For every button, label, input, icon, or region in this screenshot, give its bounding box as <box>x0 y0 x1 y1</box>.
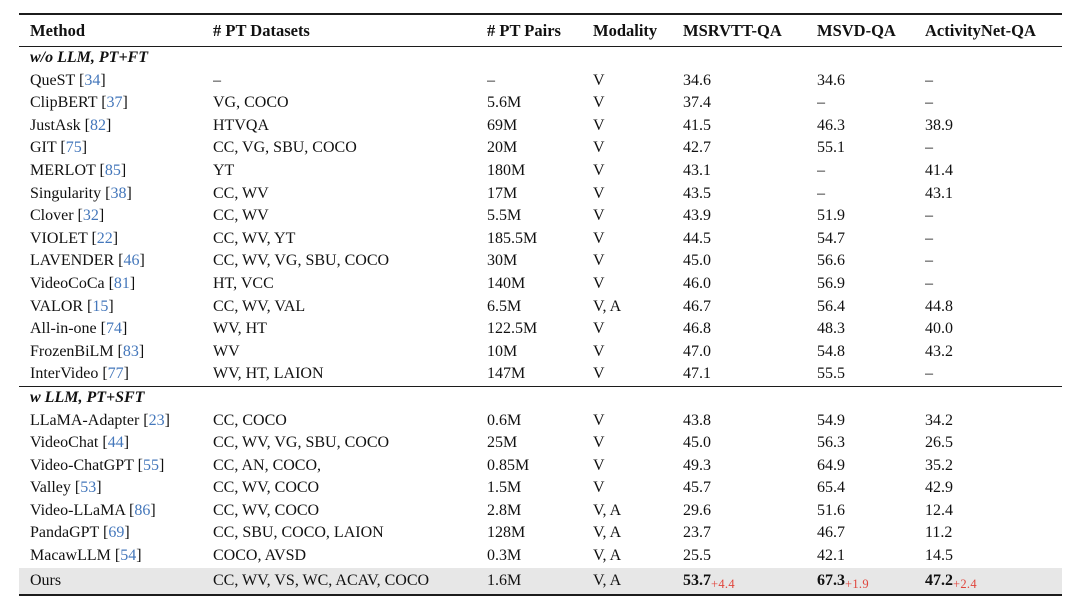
method-cell: MacawLLM [54] <box>30 547 142 565</box>
citation-link[interactable]: 15 <box>92 297 109 315</box>
msrvtt-qa-cell <box>683 568 817 595</box>
activitynet-qa-cell: 12.4 <box>925 501 953 519</box>
column-header-msrvtt-qa: MSRVTT-QA <box>683 20 782 40</box>
table-row <box>19 205 1062 228</box>
msvd-qa-cell: 54.7 <box>817 229 845 247</box>
msvd-qa-cell: 51.9 <box>817 207 845 225</box>
msrvtt-qa-cell: 43.1 <box>683 161 711 179</box>
msvd-qa-cell: 54.9 <box>817 411 845 429</box>
msrvtt-qa-cell: 43.5 <box>683 184 711 202</box>
header-row <box>19 14 1062 47</box>
msrvtt-qa-cell: 43.8 <box>683 411 711 429</box>
method-cell: VideoCoCa [81] <box>30 274 136 292</box>
modality-cell: V <box>593 411 605 429</box>
msrvtt-qa-cell: 44.5 <box>683 229 711 247</box>
modality-cell: V <box>593 94 605 112</box>
pairs-cell: 180M <box>487 161 526 179</box>
citation-link[interactable]: 46 <box>123 252 140 270</box>
activitynet-qa-cell: 35.2 <box>925 456 953 474</box>
table-row <box>19 296 1062 319</box>
modality-cell: V <box>593 207 605 225</box>
msvd-qa-cell: 48.3 <box>817 320 845 338</box>
pairs-cell: 0.6M <box>487 411 522 429</box>
method-cell: Video-ChatGPT [55] <box>30 456 165 474</box>
pairs-cell: 1.6M <box>487 572 522 590</box>
msvd-qa-cell: 56.4 <box>817 297 845 315</box>
column-header-modality: Modality <box>593 20 658 40</box>
msvd-qa-cell: 56.6 <box>817 252 845 270</box>
modality-cell: V, A <box>593 572 622 590</box>
activitynet-qa-cell: 41.4 <box>925 161 953 179</box>
datasets-cell: CC, COCO <box>213 411 287 429</box>
citation-link[interactable]: 22 <box>96 229 113 247</box>
activitynet-qa-cell: – <box>925 207 933 225</box>
method-cell: InterVideo [77] <box>30 365 129 383</box>
method-cell: Video-LLaMA [86] <box>30 501 156 519</box>
citation-link[interactable]: 75 <box>65 139 82 157</box>
method-cell: LLaMA-Adapter [23] <box>30 411 170 429</box>
activitynet-qa-cell: – <box>925 229 933 247</box>
table-row <box>19 432 1062 455</box>
method-cell: Singularity [38] <box>30 184 132 202</box>
activitynet-qa-cell: – <box>925 139 933 157</box>
datasets-cell: CC, WV, VG, SBU, COCO <box>213 434 390 452</box>
activitynet-qa-cell: 43.1 <box>925 184 953 202</box>
results-table-wrap <box>19 13 1062 596</box>
pairs-cell: 30M <box>487 252 518 270</box>
datasets-cell: WV <box>213 342 240 360</box>
pairs-cell: 5.5M <box>487 207 522 225</box>
activitynet-qa-cell: – <box>925 252 933 270</box>
column-header-msvd-qa: MSVD-QA <box>817 20 896 40</box>
table-body <box>19 47 1062 595</box>
msrvtt-qa-cell: 43.9 <box>683 207 711 225</box>
pairs-cell: 17M <box>487 184 518 202</box>
datasets-cell: CC, SBU, COCO, LAION <box>213 524 384 542</box>
citation-link[interactable]: 37 <box>106 94 123 112</box>
table-row <box>19 70 1062 93</box>
datasets-cell: COCO, AVSD <box>213 547 307 565</box>
table-row <box>19 273 1062 296</box>
datasets-cell: CC, VG, SBU, COCO <box>213 139 357 157</box>
table-row <box>19 318 1062 341</box>
method-cell: LAVENDER [46] <box>30 252 145 270</box>
msrvtt-qa-cell: 25.5 <box>683 547 711 565</box>
activitynet-qa-cell: 26.5 <box>925 434 953 452</box>
activitynet-qa-cell: 43.2 <box>925 342 953 360</box>
activitynet-qa-cell: – <box>925 71 933 89</box>
table-row <box>19 250 1062 273</box>
citation-link[interactable]: 85 <box>104 161 121 179</box>
activitynet-qa-cell: – <box>925 274 933 292</box>
activitynet-qa-cell: – <box>925 94 933 112</box>
modality-cell: V, A <box>593 501 622 519</box>
msrvtt-qa-cell: 42.7 <box>683 139 711 157</box>
pairs-cell: 2.8M <box>487 501 522 519</box>
table-row <box>19 183 1062 206</box>
modality-cell: V <box>593 456 605 474</box>
msrvtt-qa-cell: 29.6 <box>683 501 711 519</box>
method-cell: VALOR [15] <box>30 297 114 315</box>
modality-cell: V <box>593 184 605 202</box>
metric-value: 53.7 <box>683 571 711 589</box>
msvd-qa-cell: 65.4 <box>817 479 845 497</box>
ours-row <box>19 568 1062 595</box>
datasets-cell: – <box>213 71 221 89</box>
citation-link[interactable]: 44 <box>107 434 124 452</box>
method-cell: All-in-one [74] <box>30 320 128 338</box>
table-row <box>19 341 1062 364</box>
modality-cell: V <box>593 479 605 497</box>
datasets-cell: CC, WV, YT <box>213 229 296 247</box>
method-cell: ClipBERT [37] <box>30 94 128 112</box>
method-cell: Clover [32] <box>30 207 105 225</box>
table-row <box>19 410 1062 433</box>
msvd-qa-cell: 64.9 <box>817 456 845 474</box>
citation-link[interactable]: 81 <box>113 274 130 292</box>
modality-cell: V, A <box>593 547 622 565</box>
metric-delta: +2.4 <box>953 576 977 591</box>
msvd-qa-cell: 42.1 <box>817 547 845 565</box>
pairs-cell: 0.3M <box>487 547 522 565</box>
msrvtt-qa-cell: 23.7 <box>683 524 711 542</box>
pairs-cell: 0.85M <box>487 456 530 474</box>
datasets-cell: WV, HT <box>213 320 267 338</box>
method-cell: PandaGPT [69] <box>30 524 130 542</box>
msrvtt-qa-cell: 46.8 <box>683 320 711 338</box>
pairs-cell: – <box>487 71 495 89</box>
pairs-cell: 10M <box>487 342 518 360</box>
modality-cell: V <box>593 116 605 134</box>
column-header-pt-pairs: # PT Pairs <box>487 20 561 40</box>
msrvtt-qa-cell: 41.5 <box>683 116 711 134</box>
activitynet-qa-cell <box>925 568 1062 595</box>
msrvtt-qa-cell: 45.7 <box>683 479 711 497</box>
activitynet-qa-cell: 34.2 <box>925 411 953 429</box>
citation-link[interactable]: 38 <box>110 184 127 202</box>
table-row <box>19 545 1062 568</box>
citation-link[interactable]: 23 <box>148 411 165 429</box>
msvd-qa-cell: 55.5 <box>817 365 845 383</box>
table-row <box>19 477 1062 500</box>
method-cell: Ours <box>30 572 62 590</box>
msvd-qa-cell <box>817 568 925 595</box>
method-cell: FrozenBiLM [83] <box>30 342 145 360</box>
activitynet-qa-cell: 42.9 <box>925 479 953 497</box>
activitynet-qa-cell: 40.0 <box>925 320 953 338</box>
activitynet-qa-cell: 11.2 <box>925 524 953 542</box>
section-title-row <box>19 386 1062 409</box>
table-row <box>19 92 1062 115</box>
msrvtt-qa-cell: 47.0 <box>683 342 711 360</box>
citation-link[interactable]: 74 <box>105 320 122 338</box>
pairs-cell: 185.5M <box>487 229 538 247</box>
citation-link[interactable]: 54 <box>120 547 137 565</box>
datasets-cell: CC, WV, VG, SBU, COCO <box>213 252 390 270</box>
msrvtt-qa-cell: 46.0 <box>683 274 711 292</box>
pairs-cell: 5.6M <box>487 94 522 112</box>
modality-cell: V <box>593 252 605 270</box>
modality-cell: V, A <box>593 524 622 542</box>
msvd-qa-cell: 34.6 <box>817 71 845 89</box>
msrvtt-qa-cell: 49.3 <box>683 456 711 474</box>
datasets-cell: VG, COCO <box>213 94 289 112</box>
datasets-cell: CC, WV <box>213 184 269 202</box>
table-row <box>19 455 1062 478</box>
section-title-row <box>19 47 1062 70</box>
datasets-cell: CC, WV, VS, WC, ACAV, COCO <box>213 572 430 590</box>
citation-link[interactable]: 53 <box>80 479 97 497</box>
modality-cell: V, A <box>593 297 622 315</box>
metric-delta: +4.4 <box>711 576 735 591</box>
table-row <box>19 522 1062 545</box>
activitynet-qa-cell: – <box>925 365 933 383</box>
msvd-qa-cell: – <box>817 184 825 202</box>
method-cell: Valley [53] <box>30 479 102 497</box>
citation-link[interactable]: 86 <box>134 501 151 519</box>
activitynet-qa-cell: 44.8 <box>925 297 953 315</box>
msrvtt-qa-cell: 46.7 <box>683 297 711 315</box>
datasets-cell: YT <box>213 161 235 179</box>
msvd-qa-cell: 56.3 <box>817 434 845 452</box>
results-table <box>19 13 1062 596</box>
modality-cell: V <box>593 434 605 452</box>
metric-delta: +1.9 <box>845 576 869 591</box>
citation-link[interactable]: 83 <box>122 342 139 360</box>
datasets-cell: CC, AN, COCO, <box>213 456 322 474</box>
pairs-cell: 6.5M <box>487 297 522 315</box>
method-cell: VIOLET [22] <box>30 229 119 247</box>
metric-value: 67.3 <box>817 571 845 589</box>
column-header-activitynet-qa: ActivityNet-QA <box>925 20 1036 40</box>
modality-cell: V <box>593 139 605 157</box>
citation-link[interactable]: 34 <box>84 71 101 89</box>
citation-link[interactable]: 55 <box>142 456 159 474</box>
table-row <box>19 115 1062 138</box>
table-row <box>19 363 1062 386</box>
citation-link[interactable]: 69 <box>108 524 125 542</box>
pairs-cell: 128M <box>487 524 526 542</box>
msrvtt-qa-cell: 37.4 <box>683 94 711 112</box>
datasets-cell: HT, VCC <box>213 274 274 292</box>
activitynet-qa-cell: 14.5 <box>925 547 953 565</box>
msvd-qa-cell: 46.3 <box>817 116 845 134</box>
msrvtt-qa-cell: 45.0 <box>683 434 711 452</box>
section-title: w LLM, PT+SFT <box>30 388 145 406</box>
table-row <box>19 160 1062 183</box>
modality-cell: V <box>593 161 605 179</box>
citation-link[interactable]: 77 <box>107 365 124 383</box>
column-header-pt-datasets: # PT Datasets <box>213 20 310 40</box>
msvd-qa-cell: – <box>817 94 825 112</box>
pairs-cell: 20M <box>487 139 518 157</box>
datasets-cell: HTVQA <box>213 116 269 134</box>
pairs-cell: 147M <box>487 365 526 383</box>
datasets-cell: CC, WV <box>213 207 269 225</box>
method-cell: QueST [34] <box>30 71 106 89</box>
method-cell: GIT [75] <box>30 139 88 157</box>
modality-cell: V <box>593 342 605 360</box>
modality-cell: V <box>593 320 605 338</box>
datasets-cell: CC, WV, VAL <box>213 297 306 315</box>
citation-link[interactable]: 32 <box>82 207 99 225</box>
datasets-cell: CC, WV, COCO <box>213 479 320 497</box>
datasets-cell: WV, HT, LAION <box>213 365 324 383</box>
pairs-cell: 140M <box>487 274 526 292</box>
msrvtt-qa-cell: 47.1 <box>683 365 711 383</box>
table-row <box>19 137 1062 160</box>
modality-cell: V <box>593 365 605 383</box>
method-cell: JustAsk [82] <box>30 116 112 134</box>
table-row <box>19 500 1062 523</box>
msvd-qa-cell: 56.9 <box>817 274 845 292</box>
msvd-qa-cell: 51.6 <box>817 501 845 519</box>
msrvtt-qa-cell: 45.0 <box>683 252 711 270</box>
msrvtt-qa-cell: 34.6 <box>683 71 711 89</box>
method-cell: VideoChat [44] <box>30 434 130 452</box>
modality-cell: V <box>593 274 605 292</box>
activitynet-qa-cell: 38.9 <box>925 116 953 134</box>
msvd-qa-cell: – <box>817 161 825 179</box>
table-row <box>19 228 1062 251</box>
method-cell: MERLOT [85] <box>30 161 127 179</box>
metric-value: 47.2 <box>925 571 953 589</box>
pairs-cell: 69M <box>487 116 518 134</box>
modality-cell: V <box>593 71 605 89</box>
datasets-cell: CC, WV, COCO <box>213 501 320 519</box>
pairs-cell: 25M <box>487 434 518 452</box>
pairs-cell: 1.5M <box>487 479 522 497</box>
modality-cell: V <box>593 229 605 247</box>
citation-link[interactable]: 82 <box>90 116 107 134</box>
pairs-cell: 122.5M <box>487 320 538 338</box>
msvd-qa-cell: 46.7 <box>817 524 845 542</box>
msvd-qa-cell: 54.8 <box>817 342 845 360</box>
column-header-method: Method <box>30 20 85 40</box>
msvd-qa-cell: 55.1 <box>817 139 845 157</box>
section-title: w/o LLM, PT+FT <box>30 49 148 66</box>
